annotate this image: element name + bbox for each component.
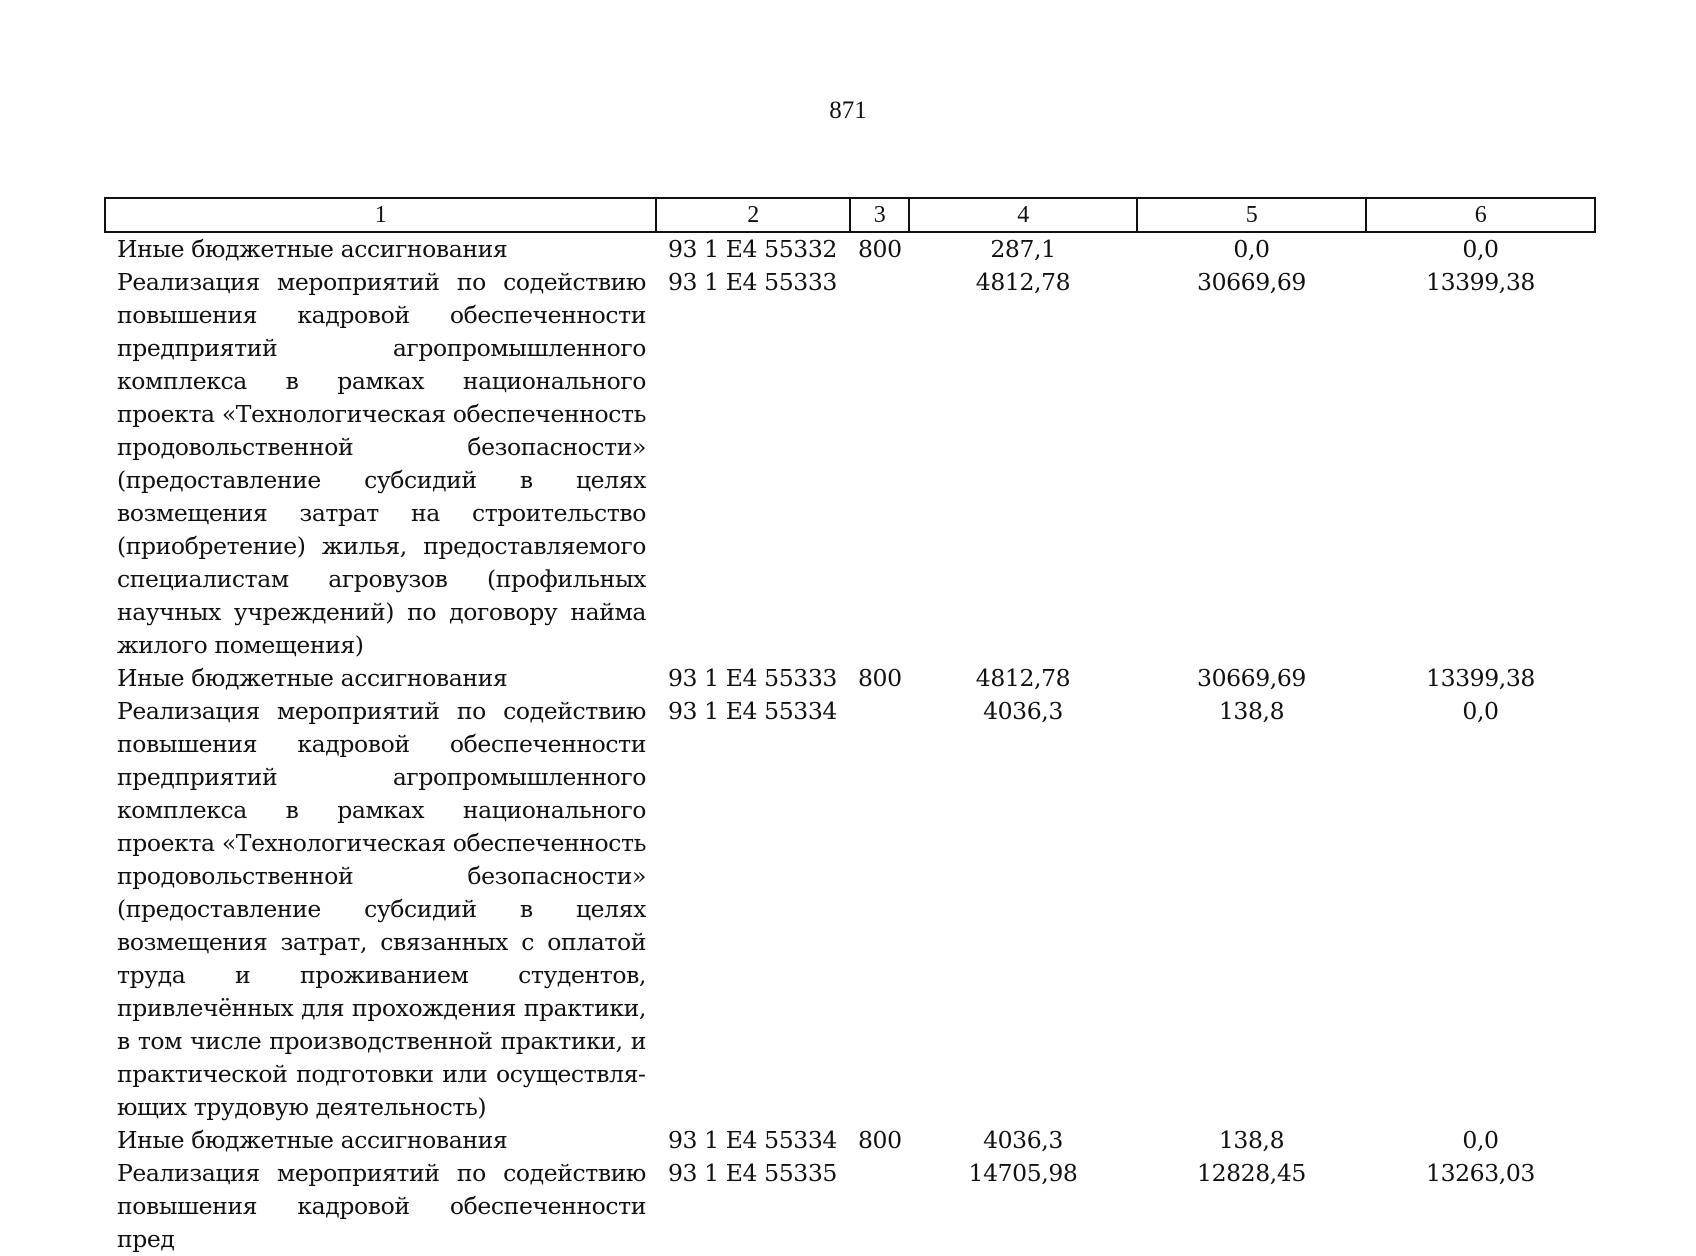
header-col-3: 3: [850, 198, 909, 232]
row-value-5: 30669,69: [1197, 664, 1306, 692]
table-row: [105, 662, 1595, 695]
row-code: 93 1 E4 55333: [668, 268, 837, 296]
budget-table: [104, 197, 1596, 1256]
table-row: [105, 266, 1595, 662]
row-value-4: 4812,78: [975, 664, 1071, 692]
header-col-6: 6: [1366, 198, 1595, 232]
row-value-5: 12828,45: [1197, 1159, 1306, 1187]
row-value-6: 0,0: [1462, 697, 1499, 725]
table-header: [105, 198, 1595, 232]
row-value-6: 13399,38: [1426, 664, 1535, 692]
table-row: [105, 695, 1595, 1124]
header-col-1: 1: [105, 198, 656, 232]
table-row: [105, 1124, 1595, 1157]
row-expense-type: [850, 1157, 909, 1256]
row-name: Иные бюджетные ассигнования: [117, 235, 508, 263]
row-value-6: 0,0: [1462, 235, 1499, 263]
row-expense-type: [850, 266, 909, 662]
row-value-4: 4036,3: [983, 697, 1063, 725]
row-value-5: 138,8: [1218, 1126, 1285, 1154]
row-code: 93 1 E4 55334: [668, 1126, 837, 1154]
row-value-5: 0,0: [1233, 235, 1270, 263]
header-col-2: 2: [656, 198, 850, 232]
row-name: Реализация мероприятий по содействию повышения кадровой обеспеченности предприятий агропромышленного комплекса в рамках национального проекта «Технологическая обеспеченность продовольственной безопасности» (предоставление субсидий в целях возмещения затрат на строительство (приобретение) жилья, предоставляемого специалистам агровузов (профильных научных учреждений) по договору найма жилого помещения): [117, 268, 646, 659]
row-value-4: 4036,3: [983, 1126, 1063, 1154]
row-name: Реализация мероприятий по содействию повышения кадровой обеспеченности предприятий агропромышленного комплекса в рамках национального проекта «Технологическая обеспеченность продовольственной безопасности» (предоставление субсидий в целях возмещения затрат, связанных с оплатой труда и проживанием студентов, привлечённых для прохождения практики, в том числе производственной практики, и практической подготовки или осуществляющих трудовую деятельность): [117, 697, 646, 1121]
row-code: 93 1 E4 55333: [668, 664, 837, 692]
row-code: 93 1 E4 55332: [668, 235, 837, 263]
row-value-6: 13399,38: [1426, 268, 1535, 296]
row-value-4: 287,1: [990, 235, 1056, 263]
row-value-4: 4812,78: [975, 268, 1071, 296]
row-expense-type: [850, 695, 909, 1124]
row-name: Иные бюджетные ассигнования: [117, 1126, 508, 1154]
header-col-5: 5: [1137, 198, 1366, 232]
row-value-5: 138,8: [1218, 697, 1285, 725]
budget-table-container: [104, 197, 1594, 1256]
table-row: [105, 232, 1595, 266]
row-value-6: 13263,03: [1426, 1159, 1535, 1187]
row-code: 93 1 E4 55335: [668, 1159, 837, 1187]
row-expense-type: 800: [858, 664, 902, 692]
row-expense-type: 800: [858, 235, 902, 263]
row-name: Реализация мероприятий по содействию повышения кадровой обеспеченности пред: [117, 1159, 646, 1253]
row-value-5: 30669,69: [1197, 268, 1306, 296]
table-row: [105, 1157, 1595, 1256]
table-body: [105, 232, 1595, 1256]
row-value-6: 0,0: [1462, 1126, 1499, 1154]
header-col-4: 4: [909, 198, 1137, 232]
page-number: 871: [829, 97, 867, 124]
row-value-4: 14705,98: [968, 1159, 1078, 1187]
header-row: [105, 198, 1595, 232]
row-name: Иные бюджетные ассигнования: [117, 664, 508, 692]
row-expense-type: 800: [858, 1126, 902, 1154]
row-code: 93 1 E4 55334: [668, 697, 837, 725]
